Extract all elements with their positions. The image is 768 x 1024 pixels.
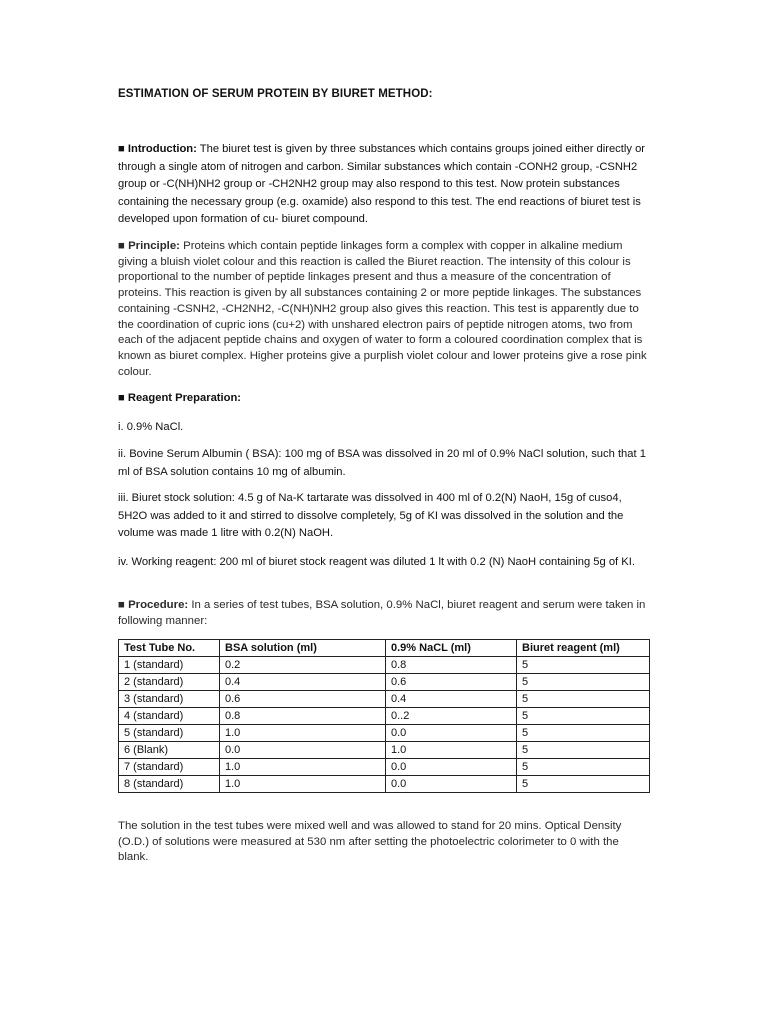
reagent-item-1: i. 0.9% NaCl. xyxy=(118,421,184,433)
reagent-item-2: ii. Bovine Serum Albumin ( BSA): 100 mg of BSA was dissolved in 20 ml of 0.9% NaCl solution, such that 1 ml of BSA solution contains 10 mg of albumin. xyxy=(118,448,646,478)
table-cell: 5 xyxy=(517,725,650,742)
reagent-heading: Reagent Preparation: xyxy=(127,392,242,404)
principle-text: Proteins which contain peptide linkages form a complex with copper in alkaline medium giving a bluish violet colour and this reaction is called the Biuret reaction. The intensity of this colour is proportional to the number of peptide linkages present and thus a measure of the concentration of proteins. This reaction is given by all substances containing 2 or more peptide linkages. The substances containing -CSNH2, -CH2NH2, -C(NH)NH2 group also gives this reaction. This test is apparently due to the coordination of cupric ions (cu+2) with unshared electron pairs of peptide nitrogen atoms, two from each of the adjacent peptide chains and oxygen of water to form a coloured coordination complex that is known as biuret complex. Higher proteins give a purplish violet colour and lower proteins give a rose pink colour. xyxy=(118,240,647,378)
table-cell: 5 xyxy=(517,776,650,793)
closing-paragraph: The solution in the test tubes were mixed well and was allowed to stand for 20 mins. Optical Density (O.D.) of solutions were measured at 530 nm after setting the photoelectric colorimeter to 0 with the blank. xyxy=(118,820,622,864)
table-header-cell: Biuret reagent (ml) xyxy=(517,640,650,657)
principle-paragraph xyxy=(118,239,648,380)
reagent-item-3: iii. Biuret stock solution: 4.5 g of Na-K tartarate was dissolved in 400 ml of 0.2(N) NaoH, 15g of cuso4, 5H2O was added to it and stirred to dissolve completely, 5g of KI was dissolved in the solution and the volume was made 1 litre with 0.2(N) NaOH. xyxy=(118,492,624,540)
table-cell: 8 (standard) xyxy=(119,776,220,793)
introduction-heading: Introduction: xyxy=(127,143,197,155)
bullet-square-icon: ■ xyxy=(118,392,125,404)
table-cell: 5 xyxy=(517,759,650,776)
table-cell: 4 (standard) xyxy=(119,708,220,725)
table-cell: 0.6 xyxy=(386,674,517,691)
procedure-heading: Procedure: xyxy=(128,599,189,611)
bullet-square-icon: ■ xyxy=(118,143,125,155)
table-cell: 5 (standard) xyxy=(119,725,220,742)
table-cell: 6 (Blank) xyxy=(119,742,220,759)
table-row xyxy=(119,657,650,674)
introduction-text: The biuret test is given by three substances which contains groups joined either directly or through a single atom of nitrogen and carbon. Similar substances which contain -CONH2 group, -CSNH2 group or -C(NH)NH2 group or -CH2NH2 group may also respond to this test. Now protein substances containing the necessary group (e.g. oxamide) also respond to this test. The end reactions of biuret test is developed upon formation of cu- biuret compound. xyxy=(118,143,646,226)
table-cell: 0.2 xyxy=(220,657,386,674)
table-cell: 0.0 xyxy=(386,725,517,742)
table-header-row xyxy=(119,640,650,657)
table-cell: 1.0 xyxy=(220,725,386,742)
document-title: ESTIMATION OF SERUM PROTEIN BY BIURET METHOD: xyxy=(118,88,433,100)
table-header-cell: 0.9% NaCL (ml) xyxy=(386,640,517,657)
table-cell: 5 xyxy=(517,708,650,725)
principle-heading: Principle: xyxy=(128,240,180,252)
table-header-cell: Test Tube No. xyxy=(119,640,220,657)
reagent-item-4: iv. Working reagent: 200 ml of biuret stock reagent was diluted 1 lt with 0.2 (N) NaoH containing 5g of KI. xyxy=(118,556,635,568)
table-cell: 1.0 xyxy=(386,742,517,759)
table-cell: 0..2 xyxy=(386,708,517,725)
table-row xyxy=(119,725,650,742)
table-cell: 0.6 xyxy=(220,691,386,708)
table-row xyxy=(119,742,650,759)
table-row xyxy=(119,708,650,725)
introduction-paragraph xyxy=(118,141,648,229)
table-cell: 2 (standard) xyxy=(119,674,220,691)
table-cell: 0.4 xyxy=(220,674,386,691)
reagent-heading-line xyxy=(118,390,648,408)
table-cell: 3 (standard) xyxy=(119,691,220,708)
table-row xyxy=(119,759,650,776)
bullet-square-icon: ■ xyxy=(118,599,125,611)
table-cell: 1 (standard) xyxy=(119,657,220,674)
bullet-square-icon: ■ xyxy=(118,240,125,252)
procedure-paragraph xyxy=(118,598,648,629)
table-cell: 0.0 xyxy=(386,759,517,776)
table-row xyxy=(119,674,650,691)
table-row xyxy=(119,691,650,708)
table-cell: 1.0 xyxy=(220,776,386,793)
table-header-cell: BSA solution (ml) xyxy=(220,640,386,657)
procedure-table xyxy=(118,639,650,793)
table-cell: 0.0 xyxy=(220,742,386,759)
table-cell: 7 (standard) xyxy=(119,759,220,776)
procedure-text: In a series of test tubes, BSA solution, 0.9% NaCl, biuret reagent and serum were taken in following manner: xyxy=(118,599,646,627)
table-cell: 0.4 xyxy=(386,691,517,708)
table-cell: 0.8 xyxy=(220,708,386,725)
table-cell: 5 xyxy=(517,691,650,708)
table-cell: 0.8 xyxy=(386,657,517,674)
table-row xyxy=(119,776,650,793)
table-cell: 5 xyxy=(517,657,650,674)
table-cell: 1.0 xyxy=(220,759,386,776)
table-cell: 5 xyxy=(517,742,650,759)
table-cell: 0.0 xyxy=(386,776,517,793)
table-cell: 5 xyxy=(517,674,650,691)
